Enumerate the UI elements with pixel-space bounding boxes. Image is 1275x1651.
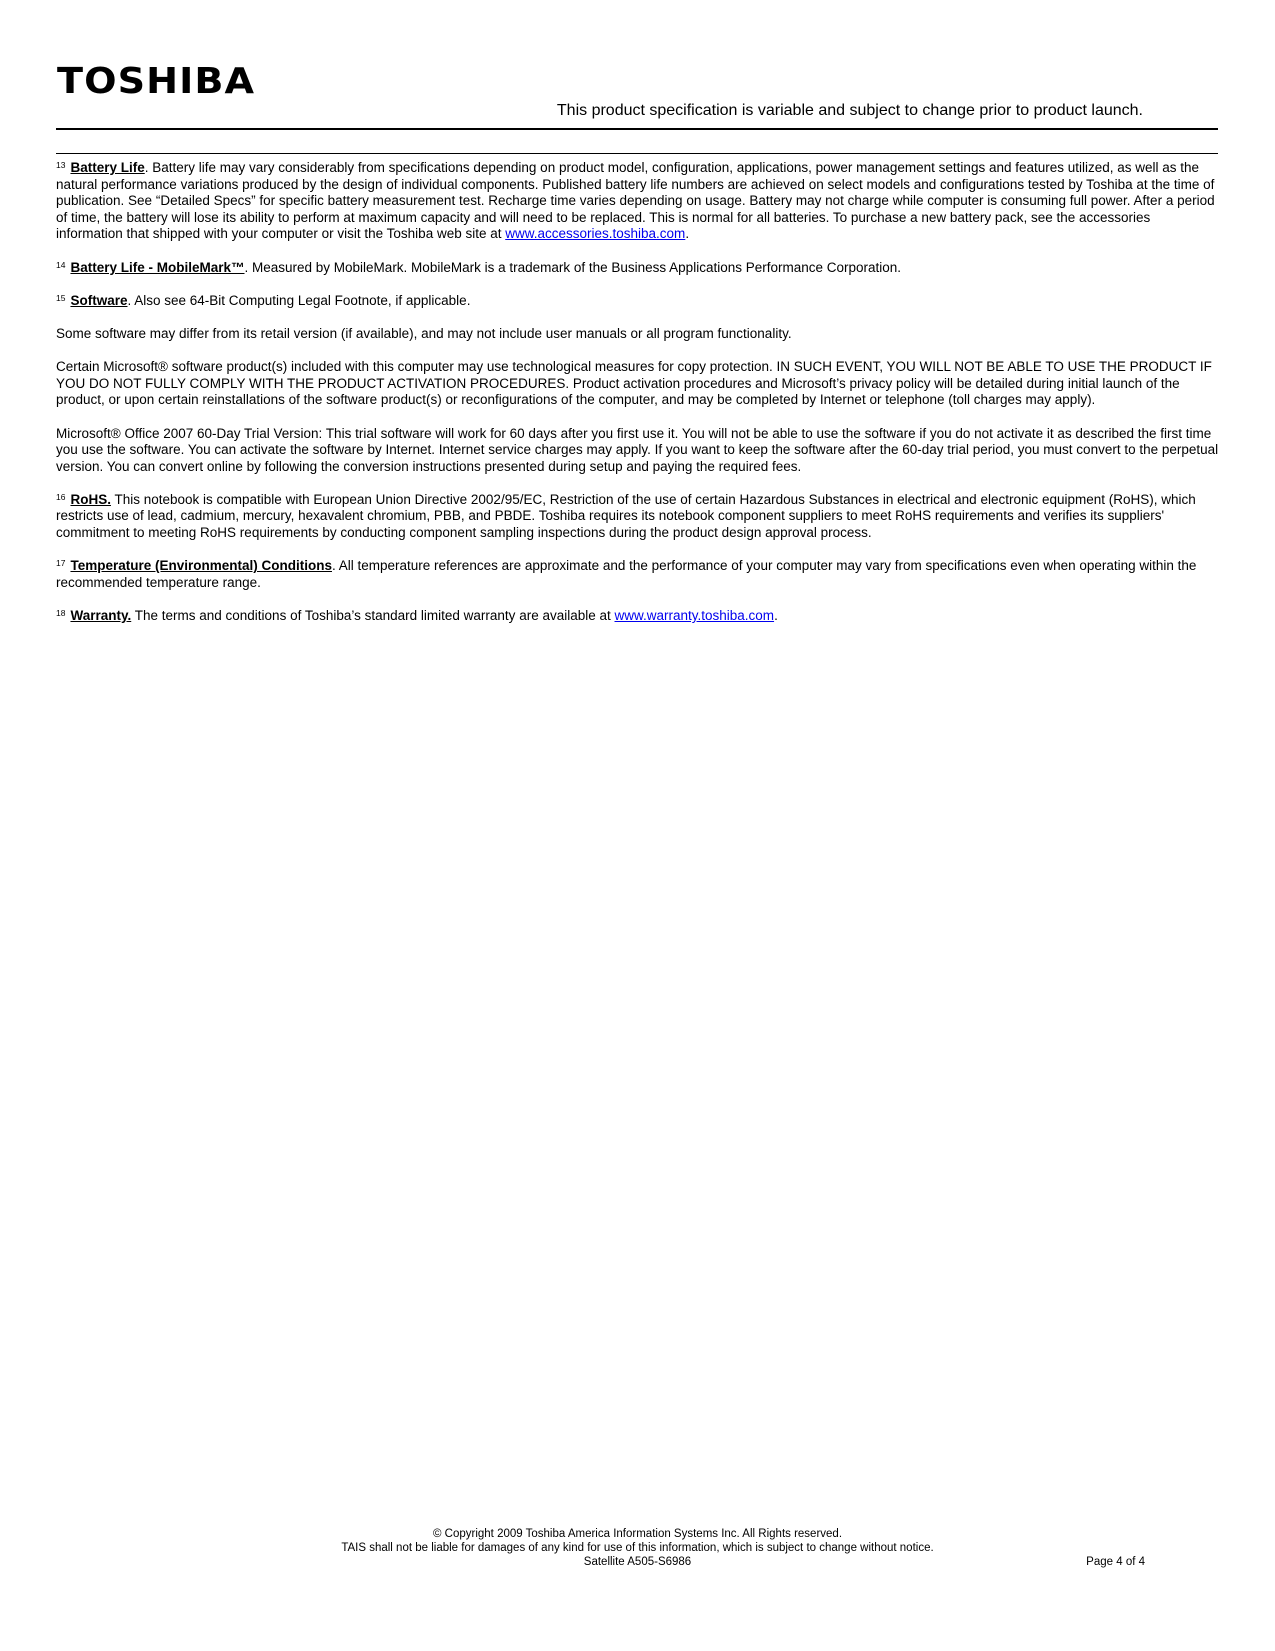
footnote-text: . Also see 64-Bit Computing Legal Footnote, if applicable. bbox=[127, 292, 471, 308]
model-line: Satellite A505-S6986 bbox=[583, 1556, 692, 1568]
footnote-text: This notebook is compatible with European Union Directive 2002/95/EC, Restriction of the use of certain Hazardous Substances in electrical and electronic equipment (RoHS), which restricts use of lead, cadmium, mercury, hexavalent chromium, PBB, and PBDE. Toshiba requires its notebook component suppliers to meet RoHS requirements and verifies its suppliers' commitment to meeting RoHS requirements by conducting component sampling inspections during the product design approval process. bbox=[56, 491, 1196, 541]
footnote-18 bbox=[56, 608, 1219, 625]
footnote-heading: Warranty. bbox=[70, 608, 132, 624]
footnote-text: . All temperature references are approximate and the performance of your computer may vary from specifications even when operating within the recommended temperature range. bbox=[56, 558, 1197, 590]
accessories-link[interactable]: www.accessories.toshiba.com bbox=[505, 226, 686, 242]
toshiba-logo: TOSHIBA bbox=[57, 61, 256, 102]
software-paragraph-2: Certain Microsoft® software product(s) included with this computer may use technological measures for copy protection. IN SUCH EVENT, YOU WILL NOT BE ABLE TO USE THE PRODUCT IF YOU DO NOT FULLY COMPLY WITH THE PRODUCT ACTIVATION PROCEDURES. Product activation procedures and Microsoft’s privacy policy will be detailed during initial launch of the product, or upon certain reinstallations of the software product(s) or reconfigurations of the computer, and may be completed by Internet or telephone (toll charges may apply). bbox=[56, 359, 1212, 408]
page-number: Page 4 of 4 bbox=[1086, 1556, 1145, 1568]
page-footer bbox=[56, 1527, 1219, 1569]
footnote-text: The terms and conditions of Toshiba’s standard limited warranty are available at bbox=[131, 608, 615, 624]
software-paragraph-3: Microsoft® Office 2007 60-Day Trial Version: This trial software will work for 60 days after you first use it. You will not be able to use the software if you do not activate it as described the first time you use the software. You can activate the software by Internet. Internet service charges may apply. If you want to keep the software after the 60-day trial period, you must convert to the perpetual version. You can convert online by following the conversion instructions presented during setup and paying the required fees. bbox=[56, 425, 1219, 474]
footnote-text: . Battery life may vary considerably from specifications depending on product model, configuration, applications, power management settings and features utilized, as well as the natural performance variations produced by the design of individual components. Published battery life numbers are achieved on select models and configurations tested by Toshiba at the time of publication. See “Detailed Specs” for specific battery measurement test. Recharge time varies depending on usage. Battery may not charge while computer is consuming full power. After a period of time, the battery will lose its ability to perform at maximum capacity and will need to be replaced. This is normal for all batteries. To purchase a new battery pack, see the accessories information that shipped with your computer or visit the Toshiba web site at bbox=[56, 160, 1215, 242]
footnote-text: . Measured by MobileMark. MobileMark is a trademark of the Business Applications Performance Corporation. bbox=[244, 259, 902, 275]
footnote-14 bbox=[56, 260, 1219, 277]
software-paragraph-1: Some software may differ from its retail version (if available), and may not include user manuals or all program functionality. bbox=[56, 325, 792, 341]
liability-line: TAIS shall not be liable for damages of any kind for use of this information, which is subject to change without notice. bbox=[341, 1542, 934, 1554]
header-disclaimer: This product specification is variable and subject to change prior to product launch. bbox=[556, 102, 1143, 119]
header-rule-thick bbox=[56, 128, 1218, 130]
footnote-number: 15 bbox=[56, 292, 66, 303]
footnote-number: 17 bbox=[56, 558, 66, 569]
footnote-number: 18 bbox=[56, 608, 66, 619]
footnote-end: . bbox=[774, 608, 778, 624]
header-rule-thin bbox=[56, 153, 1218, 154]
warranty-link[interactable]: www.warranty.toshiba.com bbox=[614, 608, 775, 624]
footnote-heading: Software bbox=[70, 292, 128, 308]
footnote-number: 14 bbox=[56, 259, 66, 270]
footnote-15 bbox=[56, 293, 1219, 310]
footnote-number: 13 bbox=[56, 160, 66, 170]
footnote-end: . bbox=[685, 226, 690, 242]
footnote-heading: Temperature (Environmental) Conditions bbox=[70, 558, 332, 574]
footnotes-content bbox=[56, 160, 1219, 641]
footnote-heading: Battery Life bbox=[70, 160, 145, 175]
copyright-line: © Copyright 2009 Toshiba America Information Systems Inc. All Rights reserved. bbox=[432, 1528, 843, 1540]
footnote-13 bbox=[56, 160, 1219, 243]
footnote-17 bbox=[56, 558, 1219, 591]
footnote-number: 16 bbox=[56, 491, 66, 502]
footnote-heading: RoHS. bbox=[70, 491, 111, 507]
footnote-16 bbox=[56, 492, 1219, 542]
footnote-heading: Battery Life - MobileMark™ bbox=[70, 259, 245, 275]
